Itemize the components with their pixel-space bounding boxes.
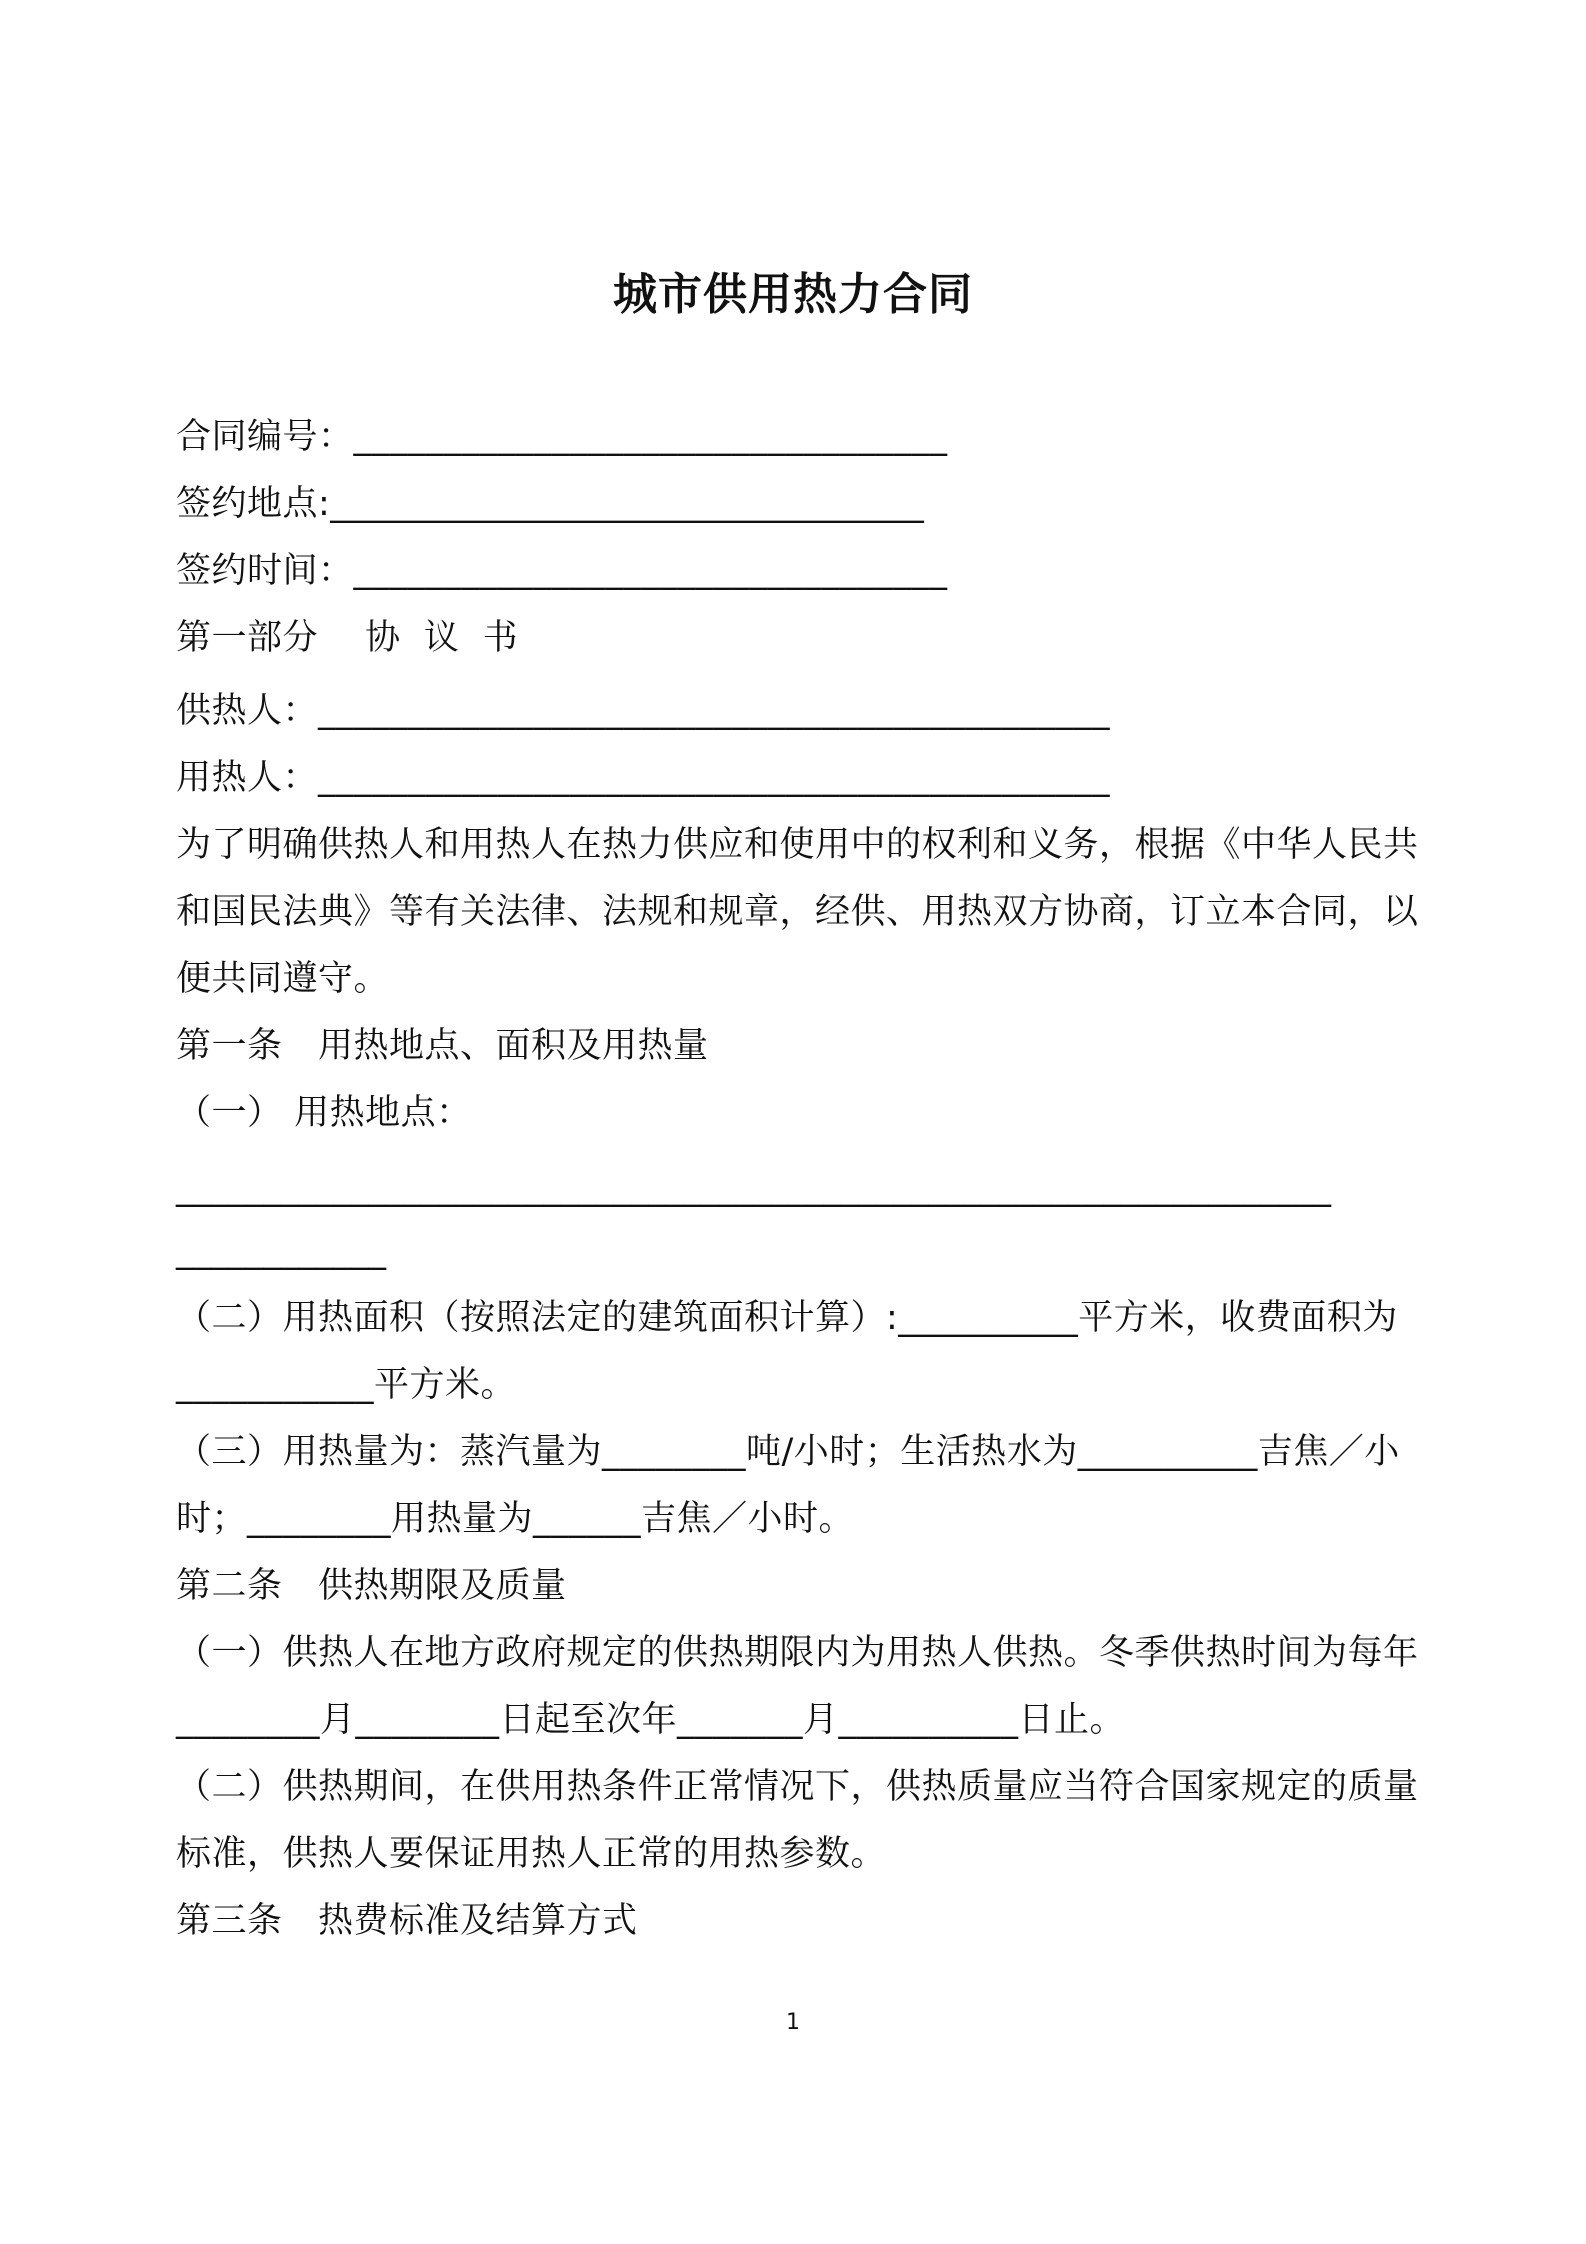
article-1-item-1-label: （一） 用热地点： — [176, 1093, 472, 1133]
article-2-item-2: （二）供热期间，在供用热条件正常情况下，供热质量应当符合国家规定的质量标准，供热人要保证用热人正常的用热参数。 — [176, 1767, 1419, 1874]
contract-title: 城市供用热力合同 — [613, 269, 973, 320]
article-2-item-1: （一）供热人在地方政府规定的供热期限内为用热人供热。冬季供热时间为每年________月________日起至次年_______月__________日止。 — [176, 1633, 1419, 1740]
signing-time-field: 签约时间：_________________________________ — [176, 551, 948, 591]
article-1-item-1-blank-line: __________________________________________________________________ — [176, 1168, 1331, 1208]
part-one-heading: 第一部分 协 议 书 — [176, 618, 519, 658]
article-2-heading: 第二条 供热期限及质量 — [176, 1566, 567, 1606]
heat-supplier-field: 供热人：____________________________________________ — [176, 691, 1111, 731]
signing-place-field: 签约地点:_________________________________ — [176, 484, 925, 524]
contract-number-field: 合同编号：_________________________________ — [176, 417, 948, 457]
heat-user-field: 用热人：____________________________________________ — [176, 758, 1111, 798]
article-1-item-2: （二）用热面积（按照法定的建筑面积计算）:__________平方米，收费面积为___________平方米。 — [176, 1298, 1398, 1405]
page-number: 1 — [786, 2010, 800, 2035]
article-1-heading: 第一条 用热地点、面积及用热量 — [176, 1026, 709, 1066]
preamble-paragraph: 为了明确供热人和用热人在热力供应和使用中的权利和义务，根据《中华人民共和国民法典》等有关法律、法规和规章，经供、用热双方协商，订立本合同，以便共同遵守。 — [176, 825, 1419, 999]
document-body — [176, 404, 1448, 1955]
article-3-heading: 第三条 热费标准及结算方式 — [176, 1901, 638, 1941]
article-1-item-3: （三）用热量为：蒸汽量为________吨/小时；生活热水为__________吉焦／小时；________用热量为______吉焦／小时。 — [176, 1432, 1400, 1539]
article-1-item-1-blank-line-2: ____________ — [176, 1231, 386, 1271]
